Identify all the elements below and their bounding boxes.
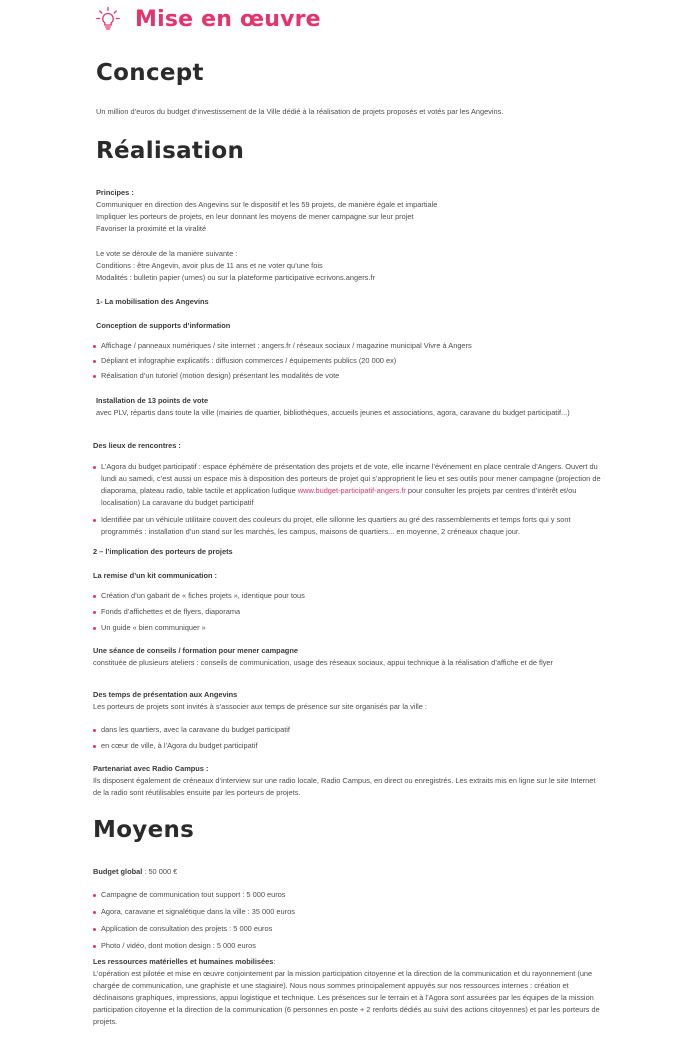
list-item: Agora, caravane et signalétique dans la ville : 35 000 euros: [93, 906, 601, 918]
lieux-list: [93, 461, 601, 538]
supports-list: [93, 340, 613, 382]
list-item: Identifiée par un véhicule utilitaire couvert des couleurs du projet, elle sillonne les quartiers au gré des rassemblements et temps forts qui y sont programmés : installation d’un stand sur les marchés, les campus, maisons de quartiers... en moyenne, 2 créneaux chaque jour.: [93, 514, 601, 538]
list-item: Fonds d’affichettes et de flyers, diaporama: [93, 606, 601, 618]
concept-text: Un million d’euros du budget d’investissement de la Ville dédié à la réalisation de projets proposés et votés par les Angevins.: [96, 107, 504, 116]
moyens-list: [93, 889, 601, 952]
vote-line: Modalités : bulletin papier (urnes) ou sur la plateforme participative ecrivons.angers.fr: [96, 273, 375, 282]
list-item: Dépliant et infographie explicatifs : diffusion commerces / équipements publics (20 000 ex): [93, 355, 613, 367]
seance-text: constituée de plusieurs ateliers : conseils de communication, usage des réseaux sociaux, appui technique à la réalisation d’affiche et de flyer: [93, 658, 553, 667]
list-item: dans les quartiers, avec la caravane du budget participatif: [93, 724, 601, 736]
budget-label: Budget global: [93, 867, 143, 876]
seance-title: Une séance de conseils / formation pour mener campagne: [93, 646, 298, 655]
vote-line: Le vote se déroule de la manière suivante :: [96, 249, 238, 258]
supports-title: Conception de supports d’information: [96, 321, 231, 330]
kit-list: [93, 590, 601, 634]
moyens-heading: Moyens: [93, 817, 195, 843]
lightbulb-icon: [95, 6, 121, 32]
section-header: [95, 6, 321, 32]
realisation-heading: Réalisation: [96, 138, 245, 164]
budget-line: [93, 866, 177, 878]
ressources-title-line: Les ressources matérielles et humaines mobilisées:: [93, 957, 276, 966]
install-block: [96, 395, 574, 419]
list-item: Campagne de communication tout support : 5 000 euros: [93, 889, 601, 901]
principle-line: Favoriser la proximité et la viralité: [96, 224, 207, 233]
subsection-title: 2 – l’implication des porteurs de projets: [93, 547, 233, 556]
radio-block: [93, 763, 601, 799]
list-item: en cœur de ville, à l’Agora du budget participatif: [93, 740, 601, 752]
install-title: Installation de 13 points de vote: [96, 396, 209, 405]
list-item: Application de consultation des projets : 5 000 euros: [93, 923, 601, 935]
list-item: Photo / vidéo, dont motion design : 5 000 euros: [93, 940, 601, 952]
radio-title: Partenariat avec Radio Campus :: [93, 764, 209, 773]
kit-title: La remise d’un kit communication :: [93, 571, 218, 580]
list-item: Affichage / panneaux numériques / site internet : angers.fr / réseaux sociaux / magazine municipal Vivre à Angers: [93, 340, 613, 352]
temps-list: [93, 724, 601, 752]
budget-value: : 50 000 €: [144, 867, 178, 876]
lieux-title: Des lieux de rencontres :: [93, 441, 181, 450]
list-item: Un guide « bien communiquer »: [93, 622, 601, 634]
seance-block: [93, 645, 601, 669]
temps-title: Des temps de présentation aux Angevins: [93, 690, 238, 699]
page-title: Mise en œuvre: [135, 6, 321, 32]
radio-text: Ils disposent également de créneaux d’interview sur une radio locale, Radio Campus, en direct ou enregistrés. Les extraits mis en ligne sur le site Internet de la radio sont réutilisables ensuite par les porteurs de projets.: [93, 776, 596, 797]
ressources-text: L’opération est pilotée et mise en œuvre conjointement par la mission participation citoyenne et la direction de la communication et du rayonnement (une chargée de communication, une graphiste et une stagiaire). Nous nous sommes principalement appuyés sur nos ressources internes : création et déclinaisons graphiques, impressions, appui logistique et technique. Les présences sur le terrain et à l’Agora sont assurées par les équipes de la mission participation citoyenne et la direction de la communication (6 personnes en poste + 2 renforts dédiés au suivi des actions citoyennes) et par les porteurs de projets.: [93, 969, 600, 1026]
list-item: Création d’un gabarit de « fiches projets », identique pour tous: [93, 590, 601, 602]
list-item: Réalisation d’un tutoriel (motion design) présentant les modalités de vote: [93, 370, 613, 382]
subsection-title: 1- La mobilisation des Angevins: [96, 297, 209, 306]
install-text: avec PLV, répartis dans toute la ville (mairies de quartier, bibliothèques, accueils jeunes et associations, agora, caravane du budget participatif...): [96, 408, 570, 417]
temps-text: Les porteurs de projets sont invités à s’associer aux temps de présence sur site organisés par la ville :: [93, 702, 427, 711]
ressources-block: [93, 956, 601, 1028]
vote-block: [96, 248, 616, 284]
budget-participatif-link[interactable]: www.budget-participatif-angers.fr: [297, 486, 406, 495]
principle-line: Impliquer les porteurs de projets, en leur donnant les moyens de mener campagne sur leur projet: [96, 212, 414, 221]
principles-title: Principes :: [96, 188, 134, 197]
list-item: L’Agora du budget participatif : espace éphémère de présentation des projets et de vote, elle incarne l’événement en place centrale d’Angers. Ouvert du lundi au samedi, c’est aussi un espace mis à disposition des porteurs de projet qui s’approprient le lieu et ses outils pour mener campagne (projection de diaporama, plateau radio, table tactile et application ludique www.budget-participatif-angers.fr pour consulter les projets par centres d’intérêt et/ou localisation) La caravane du budget participatif: [93, 461, 601, 509]
principle-line: Communiquer en direction des Angevins sur le dispositif et les 59 projets, de manière égale et impartiale: [96, 200, 438, 209]
principles-block: [96, 187, 616, 235]
ressources-title: Les ressources matérielles et humaines mobilisées: [93, 957, 274, 966]
concept-heading: Concept: [96, 60, 204, 86]
temps-block: [93, 689, 601, 713]
vote-line: Conditions : être Angevin, avoir plus de 11 ans et ne voter qu’une fois: [96, 261, 323, 270]
